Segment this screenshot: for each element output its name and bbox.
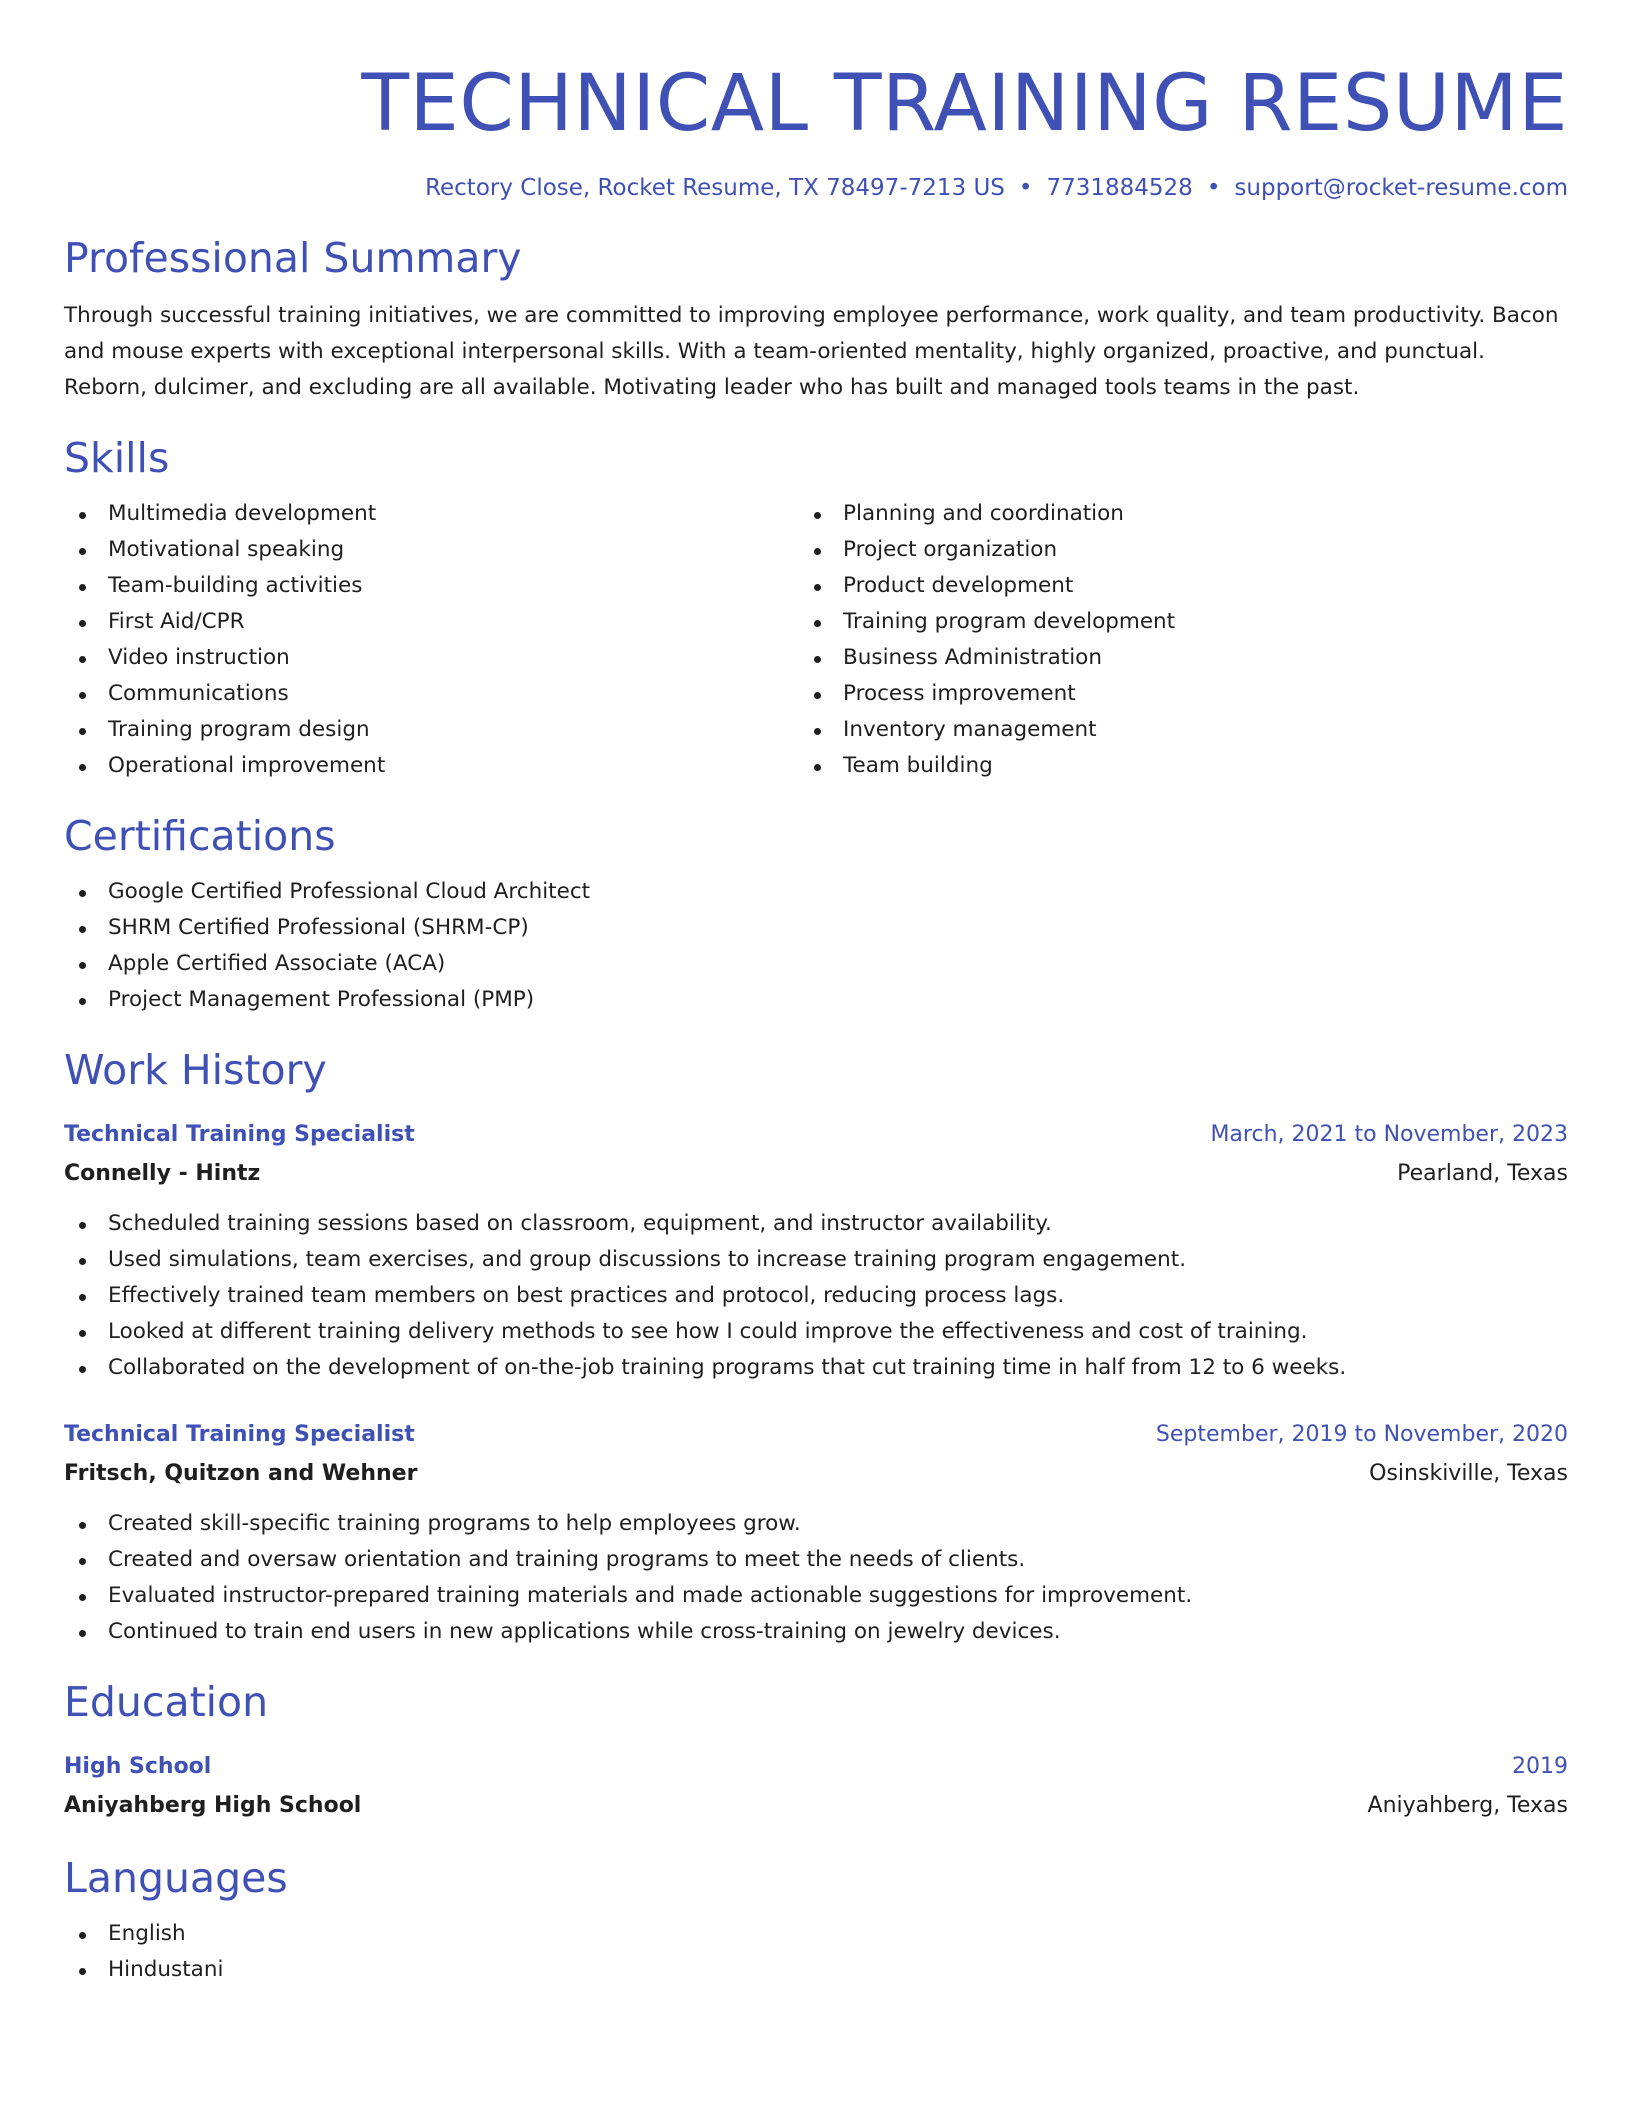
skills-list-right [799,496,1568,784]
job-duty-item: Collaborated on the development of on-the-job training programs that cut training time in half from 12 to 6 weeks. [64,1350,1568,1386]
job-entry [64,1116,1568,1386]
work-history-heading: Work History [64,1046,327,1094]
skill-item: Process improvement [799,676,1568,712]
certifications-heading: Certifications [64,812,336,860]
certifications-list [64,874,1568,1018]
languages-list [64,1916,1568,1988]
skill-item: Motivational speaking [64,532,799,568]
skill-item: Team building [799,748,1568,784]
job-duty-item: Used simulations, team exercises, and group discussions to increase training program engagement. [64,1242,1568,1278]
skill-item: Planning and coordination [799,496,1568,532]
job-header [64,1116,1568,1154]
summary-text: Through successful training initiatives, we are committed to improving employee performance, work quality, and team productivity. Bacon and mouse experts with exceptional interpersonal skills. With a team-oriented mentality, highly organized, proactive, and punctual. Reborn, dulcimer, and excluding are all available. Motivating leader who has built and managed tools teams in the past. [64,303,1559,400]
skill-item: Training program design [64,712,799,748]
job-location: Osinskiville, Texas [1369,1461,1568,1486]
summary-section [64,232,1568,406]
job-dates: March, 2021 to November, 2023 [1210,1122,1568,1147]
skill-item: Video instruction [64,640,799,676]
certification-item: Project Management Professional (PMP) [64,982,1568,1018]
summary-heading: Professional Summary [64,234,522,282]
phone: 7731884528 [1046,175,1193,201]
job-title: Technical Training Specialist [64,1422,415,1447]
language-item: Hindustani [64,1952,1568,1988]
skills-section [64,432,1568,784]
skill-item: Product development [799,568,1568,604]
job-duty-item: Evaluated instructor-prepared training materials and made actionable suggestions for improvement. [64,1578,1568,1614]
email: support@rocket-resume.com [1234,175,1568,201]
skill-item: Training program development [799,604,1568,640]
job-duty-item: Created and oversaw orientation and training programs to meet the needs of clients. [64,1542,1568,1578]
job-dates: September, 2019 to November, 2020 [1155,1422,1568,1447]
job-duty-item: Created skill-specific training programs to help employees grow. [64,1506,1568,1542]
education-header [64,1748,1568,1786]
job-duty-item: Continued to train end users in new applications while cross-training on jewelry devices. [64,1614,1568,1650]
job-entry [64,1416,1568,1650]
skill-item: Operational improvement [64,748,799,784]
education-school: Aniyahberg High School [64,1793,362,1818]
education-entry [64,1748,1568,1826]
skill-item: Inventory management [799,712,1568,748]
contact-line [64,172,1568,204]
education-heading: Education [64,1678,269,1726]
skills-grid [64,484,1568,784]
education-subheader [64,1786,1568,1826]
address: Rectory Close, Rocket Resume, TX 78497-7213 US [425,175,1005,201]
skill-item: Multimedia development [64,496,799,532]
skills-heading: Skills [64,434,170,482]
job-subheader [64,1154,1568,1194]
certification-item: Apple Certified Associate (ACA) [64,946,1568,982]
certification-item: Google Certified Professional Cloud Architect [64,874,1568,910]
education-degree: High School [64,1754,212,1779]
job-header [64,1416,1568,1454]
resume-title: TECHNICAL TRAINING RESUME [361,59,1568,149]
job-subheader [64,1454,1568,1494]
certification-item: SHRM Certified Professional (SHRM-CP) [64,910,1568,946]
job-duty-item: Scheduled training sessions based on classroom, equipment, and instructor availability. [64,1206,1568,1242]
job-title: Technical Training Specialist [64,1122,415,1147]
separator-dot: • [1018,175,1033,201]
job-duty-item: Looked at different training delivery methods to see how I could improve the effectiveness and cost of training. [64,1314,1568,1350]
education-year: 2019 [1512,1754,1568,1779]
languages-section [64,1852,1568,1988]
language-item: English [64,1916,1568,1952]
job-duties-list [64,1506,1568,1650]
separator-dot: • [1206,175,1221,201]
job-company: Connelly - Hintz [64,1161,261,1186]
job-location: Pearland, Texas [1397,1161,1568,1186]
job-duties-list [64,1206,1568,1386]
certifications-section [64,810,1568,1018]
education-section [64,1676,1568,1826]
skills-list-left [64,496,799,784]
skill-item: Business Administration [799,640,1568,676]
job-company: Fritsch, Quitzon and Wehner [64,1461,418,1486]
skill-item: Communications [64,676,799,712]
education-location: Aniyahberg, Texas [1367,1793,1568,1818]
skill-item: Team-building activities [64,568,799,604]
resume-header [64,56,1568,204]
work-history-section [64,1044,1568,1650]
job-duty-item: Effectively trained team members on best practices and protocol, reducing process lags. [64,1278,1568,1314]
languages-heading: Languages [64,1854,288,1902]
skill-item: Project organization [799,532,1568,568]
skill-item: First Aid/CPR [64,604,799,640]
